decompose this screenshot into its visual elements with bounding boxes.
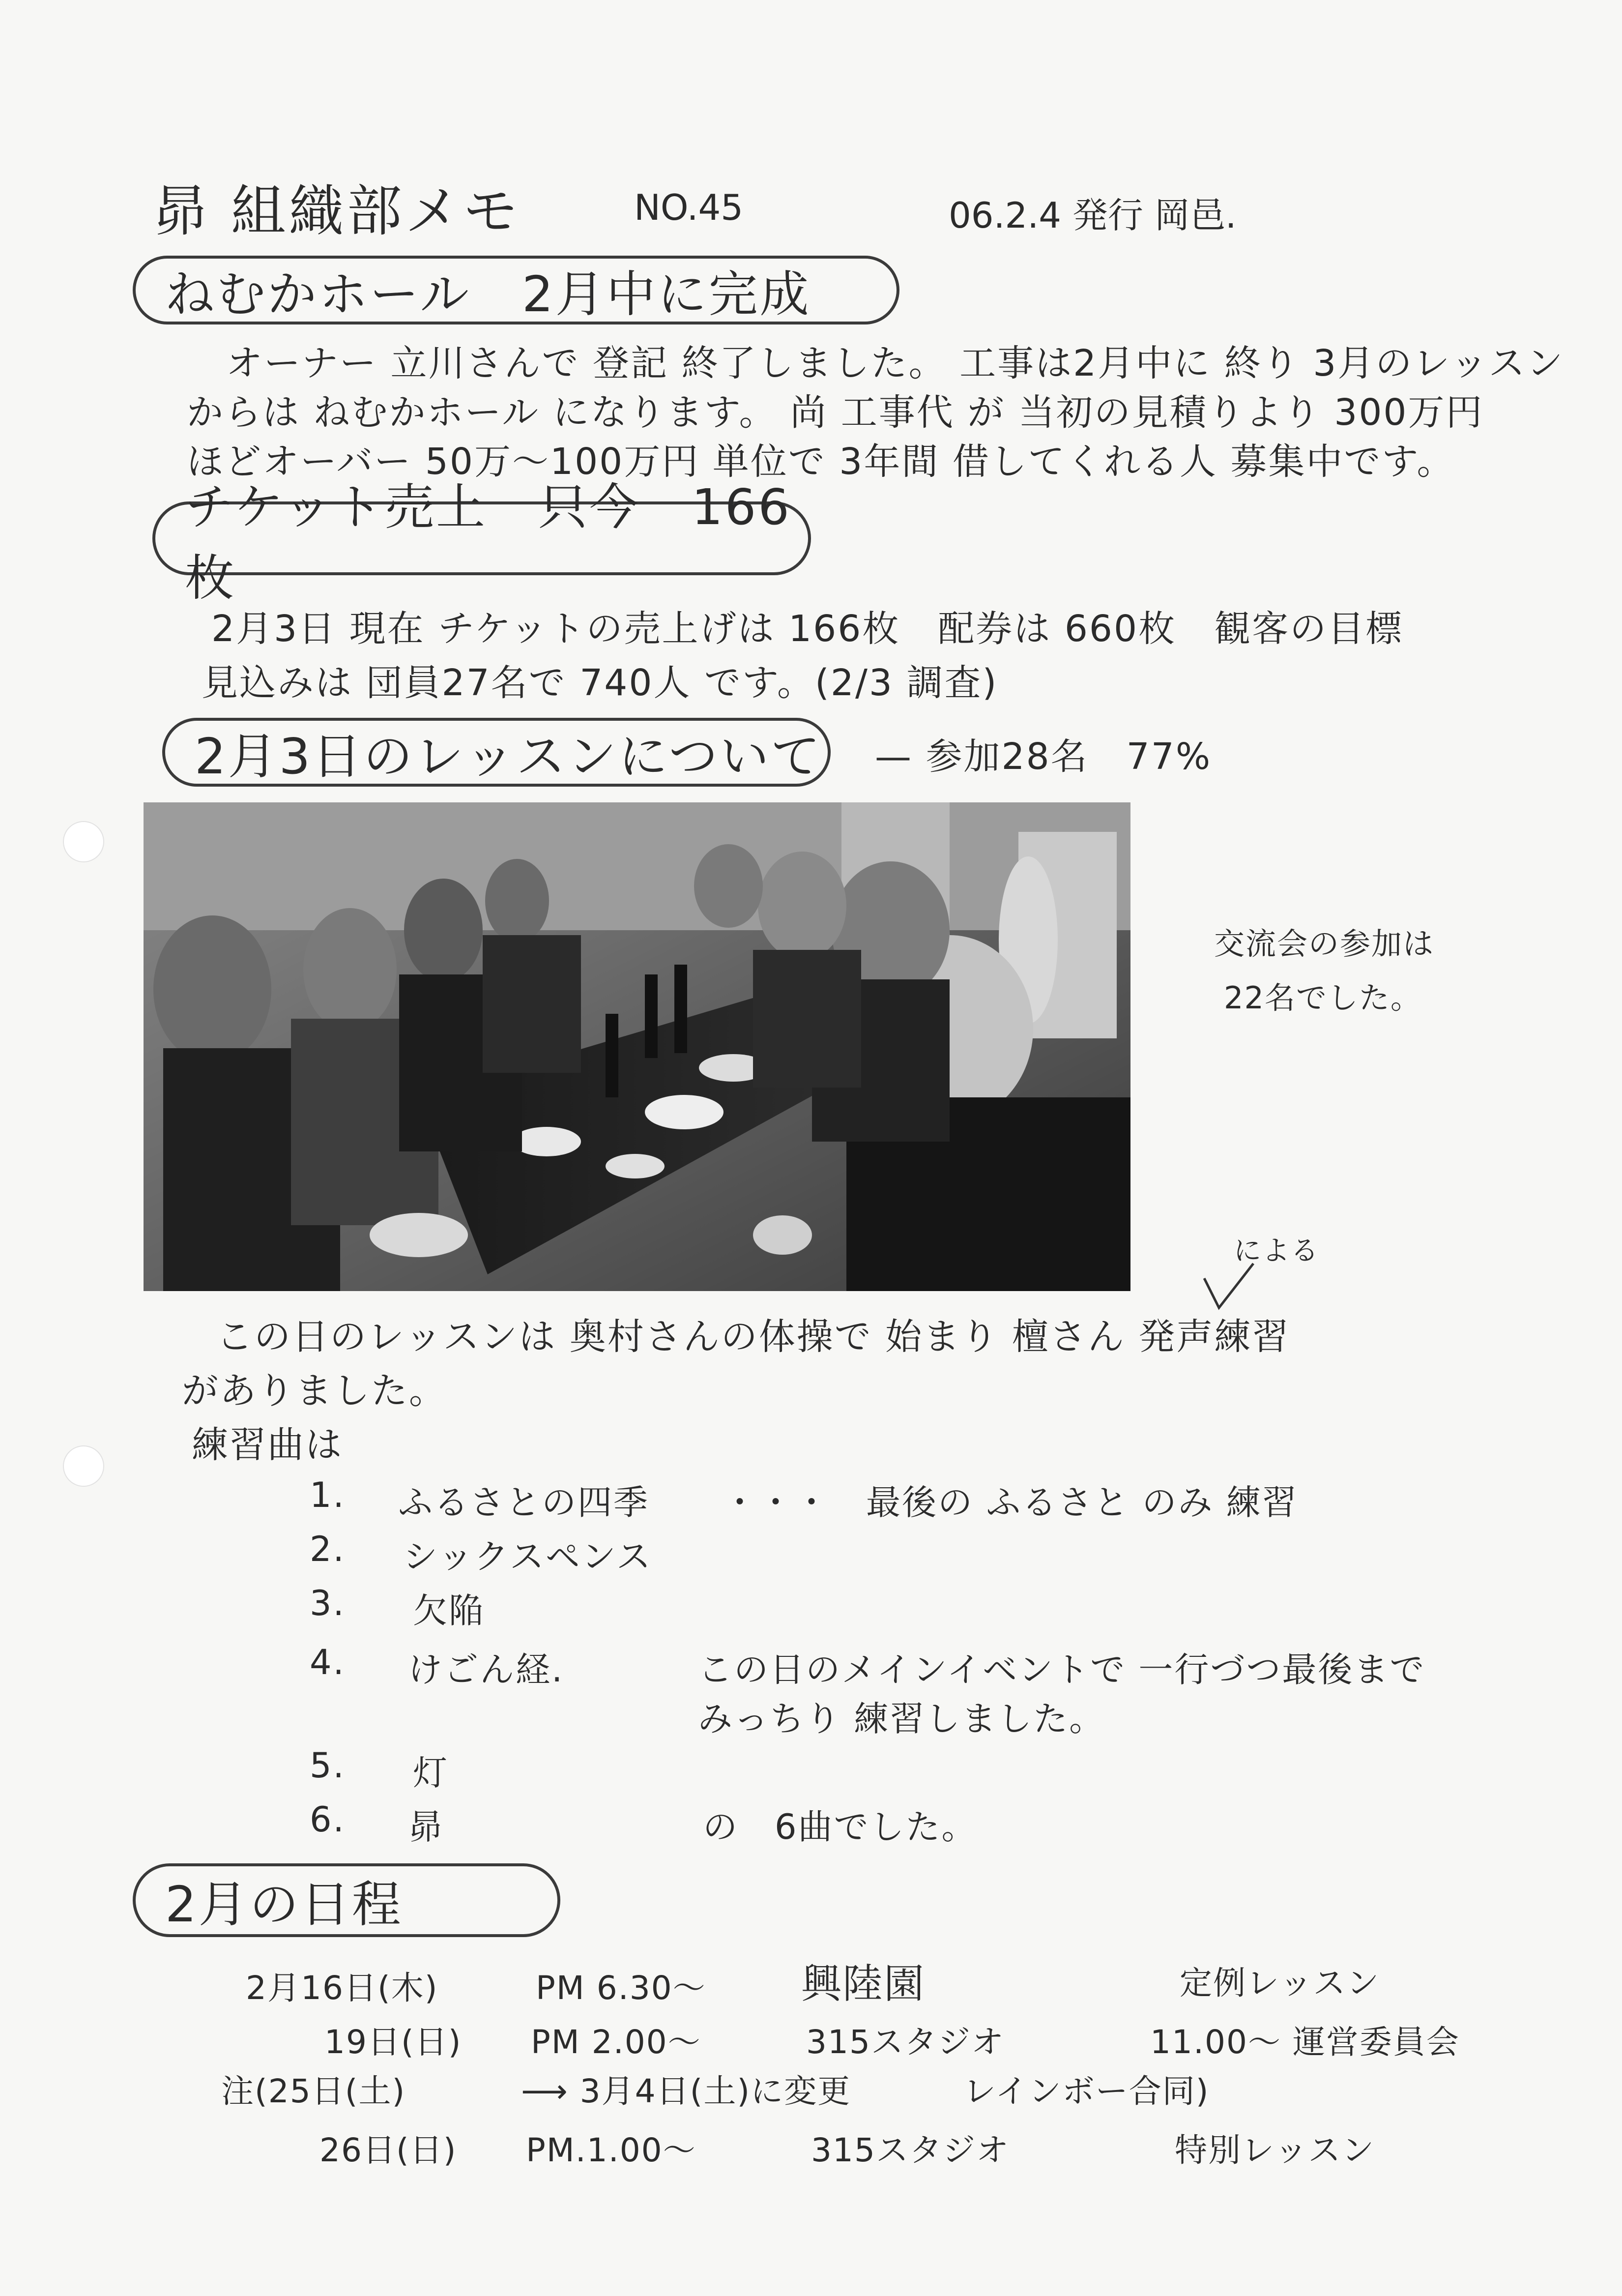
lesson-line-3: 練習曲は: [192, 1424, 343, 1466]
schedule-event: 定例レッスン: [1180, 1964, 1380, 2002]
song-note: この日のメインイベントで 一行づつ最後まで: [698, 1649, 1426, 1690]
schedule-event: 11.00〜 運営委員会: [1150, 2023, 1460, 2061]
song-title: 灯: [413, 1753, 449, 1793]
song-num: 4.: [310, 1642, 346, 1682]
section-heading-lesson: [162, 718, 831, 787]
lesson-line-2: がありました。: [182, 1370, 447, 1412]
song-num: 1.: [310, 1475, 346, 1515]
punch-hole: [63, 821, 104, 862]
song-note: みっちり 練習しました。: [698, 1699, 1105, 1739]
schedule-event: 特別レッスン: [1175, 2131, 1375, 2169]
hall-line-1: オーナー 立川さんで 登記 終了しました。 工事は2月中に 終り 3月のレッスン: [226, 342, 1564, 384]
tickets-line-2: 見込みは 団員27名で 740人 です。(2/3 調査): [202, 662, 998, 704]
song-num: 6.: [310, 1799, 346, 1840]
schedule-time: PM.1.00〜: [526, 2131, 696, 2169]
page-title: 昴 組織部メモ: [152, 179, 521, 243]
song-title: けごん経.: [408, 1649, 564, 1690]
song-num: 3.: [310, 1583, 346, 1623]
song-num: 2.: [310, 1529, 346, 1569]
schedule-date: 2月16日(木): [246, 1969, 438, 2007]
photo-illustration: [144, 802, 1130, 1291]
song-title: 欠陥: [413, 1590, 485, 1631]
hall-line-3: ほどオーバー 50万〜100万円 単位で 3年間 借してくれる人 募集中です。: [187, 441, 1455, 483]
lesson-line-1: この日のレッスンは 奥村さんの体操で 始まり 檀さん 発声練習: [216, 1316, 1290, 1358]
schedule-place: 興陸園: [801, 1961, 926, 2007]
section-heading-text: チケット売上 只今 166枚: [185, 478, 791, 607]
song-num: 5.: [310, 1745, 346, 1786]
section-heading-tickets: [152, 478, 811, 607]
group-photo: [144, 802, 1130, 1291]
song-title: 昴: [408, 1807, 444, 1847]
punch-hole: [63, 1445, 104, 1487]
song-note: ・・・ 最後の ふるさと のみ 練習: [723, 1482, 1298, 1523]
schedule-date: 注(25日(土): [221, 2072, 406, 2110]
section-heading-hall: [133, 256, 899, 324]
song-note: の 6曲でした。: [703, 1807, 978, 1847]
schedule-place: 315スタジオ: [811, 2131, 1010, 2169]
tickets-line-1: 2月3日 現在 チケットの売上げは 166枚 配券は 660枚 観客の目標: [211, 608, 1404, 650]
section-heading-schedule: [133, 1863, 560, 1937]
section-heading-text: 2月の日程: [165, 1876, 403, 1933]
insertion-note: による: [1234, 1235, 1319, 1267]
schedule-change: ⟶ 3月4日(土)に変更: [521, 2072, 851, 2110]
reception-note-line-1: 交流会の参加は: [1214, 926, 1435, 962]
issue-line: 06.2.4 発行 岡邑.: [949, 195, 1237, 236]
memo-number: NO.45: [634, 187, 744, 228]
reception-note-line-2: 22名でした。: [1224, 980, 1422, 1016]
attendance-note: — 参加28名 77%: [875, 736, 1212, 778]
schedule-date: 19日(日): [324, 2023, 462, 2061]
section-heading-text: ねむかホール 2月中に完成: [165, 265, 811, 323]
schedule-time: PM 2.00〜: [531, 2023, 701, 2061]
hall-line-2: からは ねむかホール になります。 尚 工事代 が 当初の見積りより 300万円: [187, 391, 1484, 434]
song-title: ふるさとの四季: [398, 1482, 649, 1523]
song-title: シックスペンス: [403, 1536, 652, 1577]
schedule-date: 26日(日): [319, 2131, 457, 2169]
section-heading-text: 2月3日のレッスンについて: [195, 728, 822, 785]
schedule-time: PM 6.30〜: [536, 1969, 706, 2007]
schedule-place: 315スタジオ: [806, 2023, 1005, 2061]
schedule-event: レインボー合同): [963, 2072, 1210, 2110]
